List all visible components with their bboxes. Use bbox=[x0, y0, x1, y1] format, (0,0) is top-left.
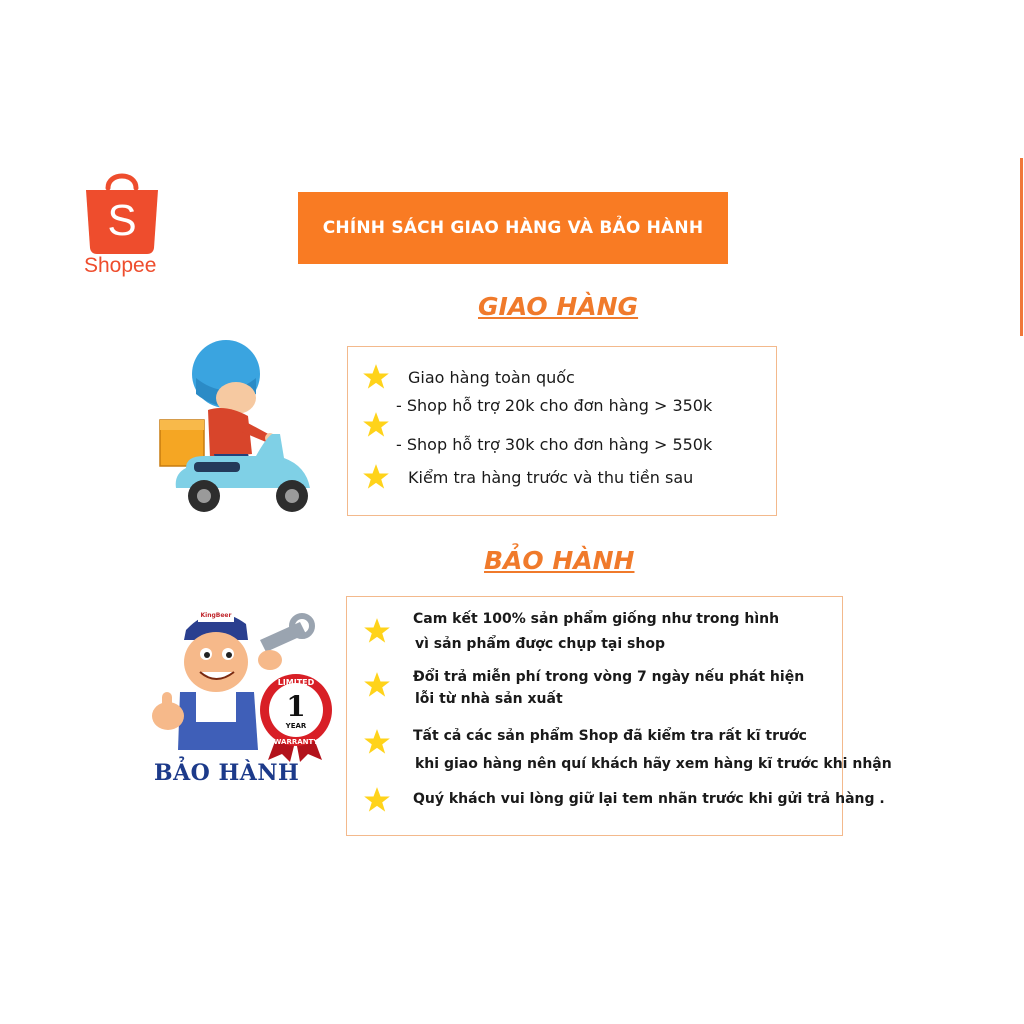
badge-bottom-text: WARRANTY bbox=[273, 738, 319, 746]
delivery-box bbox=[347, 346, 777, 516]
badge-year-word: YEAR bbox=[285, 722, 307, 730]
star-icon bbox=[362, 363, 390, 391]
star-icon bbox=[363, 786, 391, 814]
warranty-item: Tất cả các sản phẩm Shop đã kiểm tra rất kĩ trước bbox=[413, 728, 807, 744]
delivery-item: Kiểm tra hàng trước và thu tiền sau bbox=[408, 468, 694, 487]
cap-brand-text: KingBeer bbox=[200, 612, 232, 619]
warranty-item: khi giao hàng nên quí khách hãy xem hàng kĩ trước khi nhận bbox=[415, 756, 892, 772]
star-icon bbox=[363, 617, 391, 645]
warranty-item: lỗi từ nhà sản xuất bbox=[415, 691, 563, 707]
delivery-title: GIAO HÀNG bbox=[478, 292, 639, 321]
delivery-item: Giao hàng toàn quốc bbox=[408, 368, 575, 387]
edge-accent-line bbox=[1020, 158, 1023, 336]
warranty-item: Quý khách vui lòng giữ lại tem nhãn trước khi gửi trả hàng . bbox=[413, 791, 885, 807]
star-icon bbox=[362, 411, 390, 439]
warranty-box bbox=[346, 596, 892, 836]
logo-letter: S bbox=[107, 196, 137, 245]
badge-top-text: LIMITED bbox=[277, 678, 315, 687]
warranty-caption: BẢO HÀNH bbox=[154, 760, 300, 786]
banner-title: CHÍNH SÁCH GIAO HÀNG VÀ BẢO HÀNH bbox=[322, 218, 704, 238]
star-icon bbox=[362, 463, 390, 491]
badge-year-number: 1 bbox=[286, 690, 306, 723]
brand-name: Shopee bbox=[84, 254, 157, 277]
policy-banner bbox=[298, 192, 728, 264]
warranty-title: BẢO HÀNH bbox=[484, 546, 635, 575]
star-icon bbox=[363, 671, 391, 699]
warranty-item: vì sản phẩm được chụp tại shop bbox=[415, 636, 665, 652]
star-icon bbox=[363, 728, 391, 756]
warranty-item: Cam kết 100% sản phẩm giống như trong hình bbox=[413, 611, 780, 627]
warranty-item: Đổi trả miễn phí trong vòng 7 ngày nếu phát hiện bbox=[413, 669, 805, 685]
delivery-item: - Shop hỗ trợ 30k cho đơn hàng > 550k bbox=[396, 435, 713, 454]
delivery-item: - Shop hỗ trợ 20k cho đơn hàng > 350k bbox=[396, 396, 713, 415]
delivery-scooter-illustration bbox=[156, 338, 318, 516]
